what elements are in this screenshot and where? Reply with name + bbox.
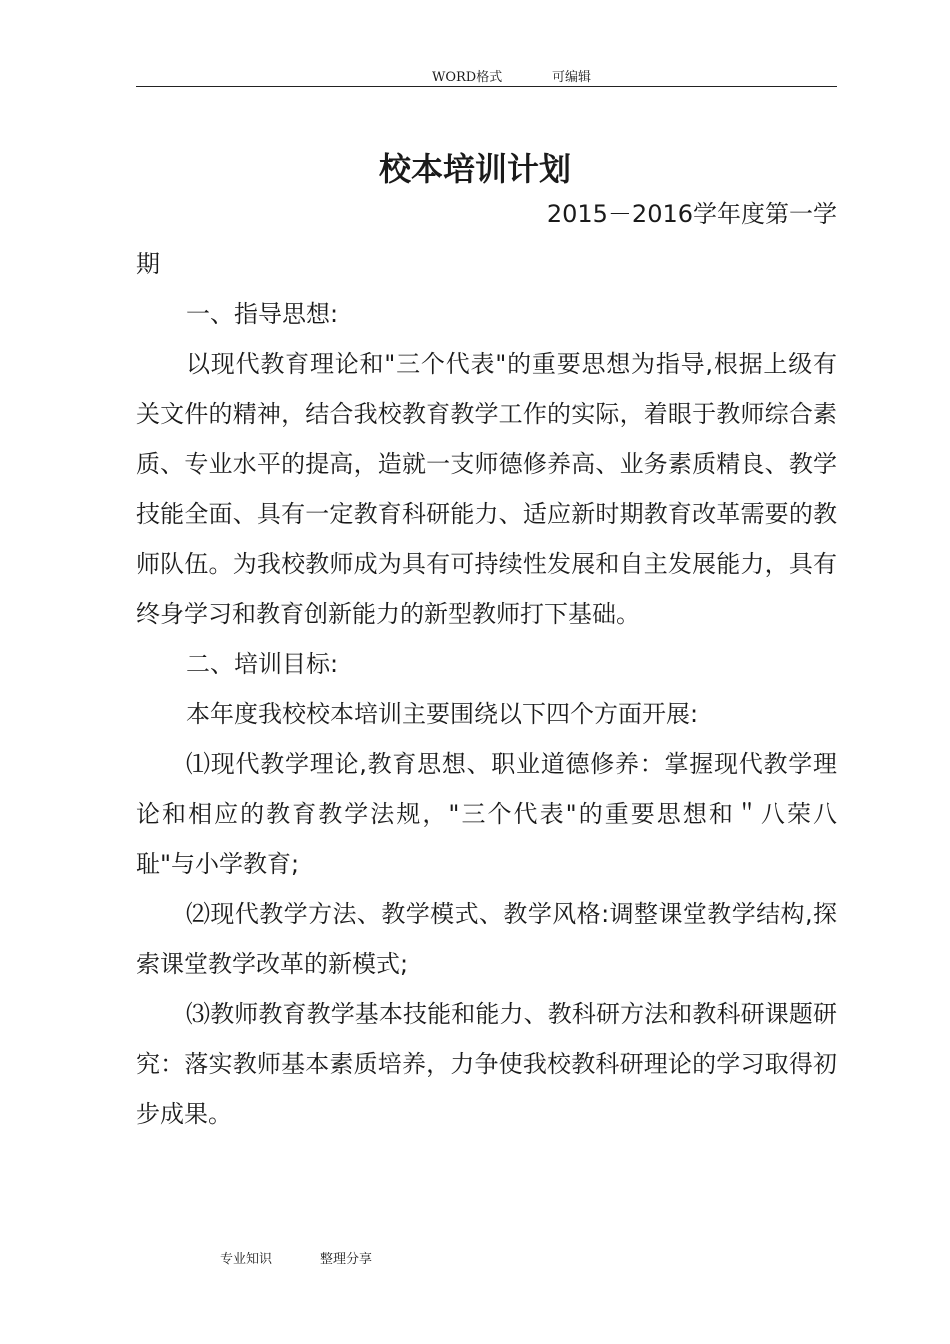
- section1-paragraph: 以现代教育理论和"三个代表"的重要思想为指导,根据上级有关文件的精神，结合我校教育教学工作的实际，着眼于教师综合素质、专业水平的提高，造就一支师德修养高、业务素质精良、教学技能全面、具有一定教育科研能力、适应新时期教育改革需要的教师队伍。为我校教师成为具有可持续性发展和自主发展能力，具有终身学习和教育创新能力的新型教师打下基础。: [136, 350, 837, 628]
- section2-heading: 二、培训目标:: [186, 650, 339, 678]
- section1-heading: 一、指导思想:: [186, 300, 339, 328]
- header-format-label: WORD格式: [432, 70, 503, 85]
- footer-share-label: 整理分享: [320, 1252, 373, 1267]
- document-body: [136, 189, 837, 1139]
- header-editable-label: 可编辑: [552, 70, 592, 85]
- page-header: [136, 66, 837, 87]
- section2-item-3: ⑶教师教育教学基本技能和能力、教科研方法和教科研课题研究：落实教师基本素质培养，力争使我校教科研理论的学习取得初步成果。: [136, 1000, 837, 1128]
- section2-item-1: ⑴现代教学理论,教育思想、职业道德修养：掌握现代教学理论和相应的教育教学法规，"三个代表"的重要思想和＂八荣八耻"与小学教育;: [136, 750, 837, 878]
- section2-intro: 本年度我校校本培训主要围绕以下四个方面开展:: [186, 700, 699, 728]
- section2-item-2: ⑵现代教学方法、教学模式、教学风格:调整课堂教学结构,探索课堂教学改革的新模式;: [136, 900, 837, 978]
- footer-knowledge-label: 专业知识: [220, 1252, 273, 1267]
- date-line-tail: 期: [136, 250, 160, 278]
- date-line: 2015－2016学年度第一学: [546, 200, 837, 228]
- document-title: 校本培训计划: [378, 150, 571, 188]
